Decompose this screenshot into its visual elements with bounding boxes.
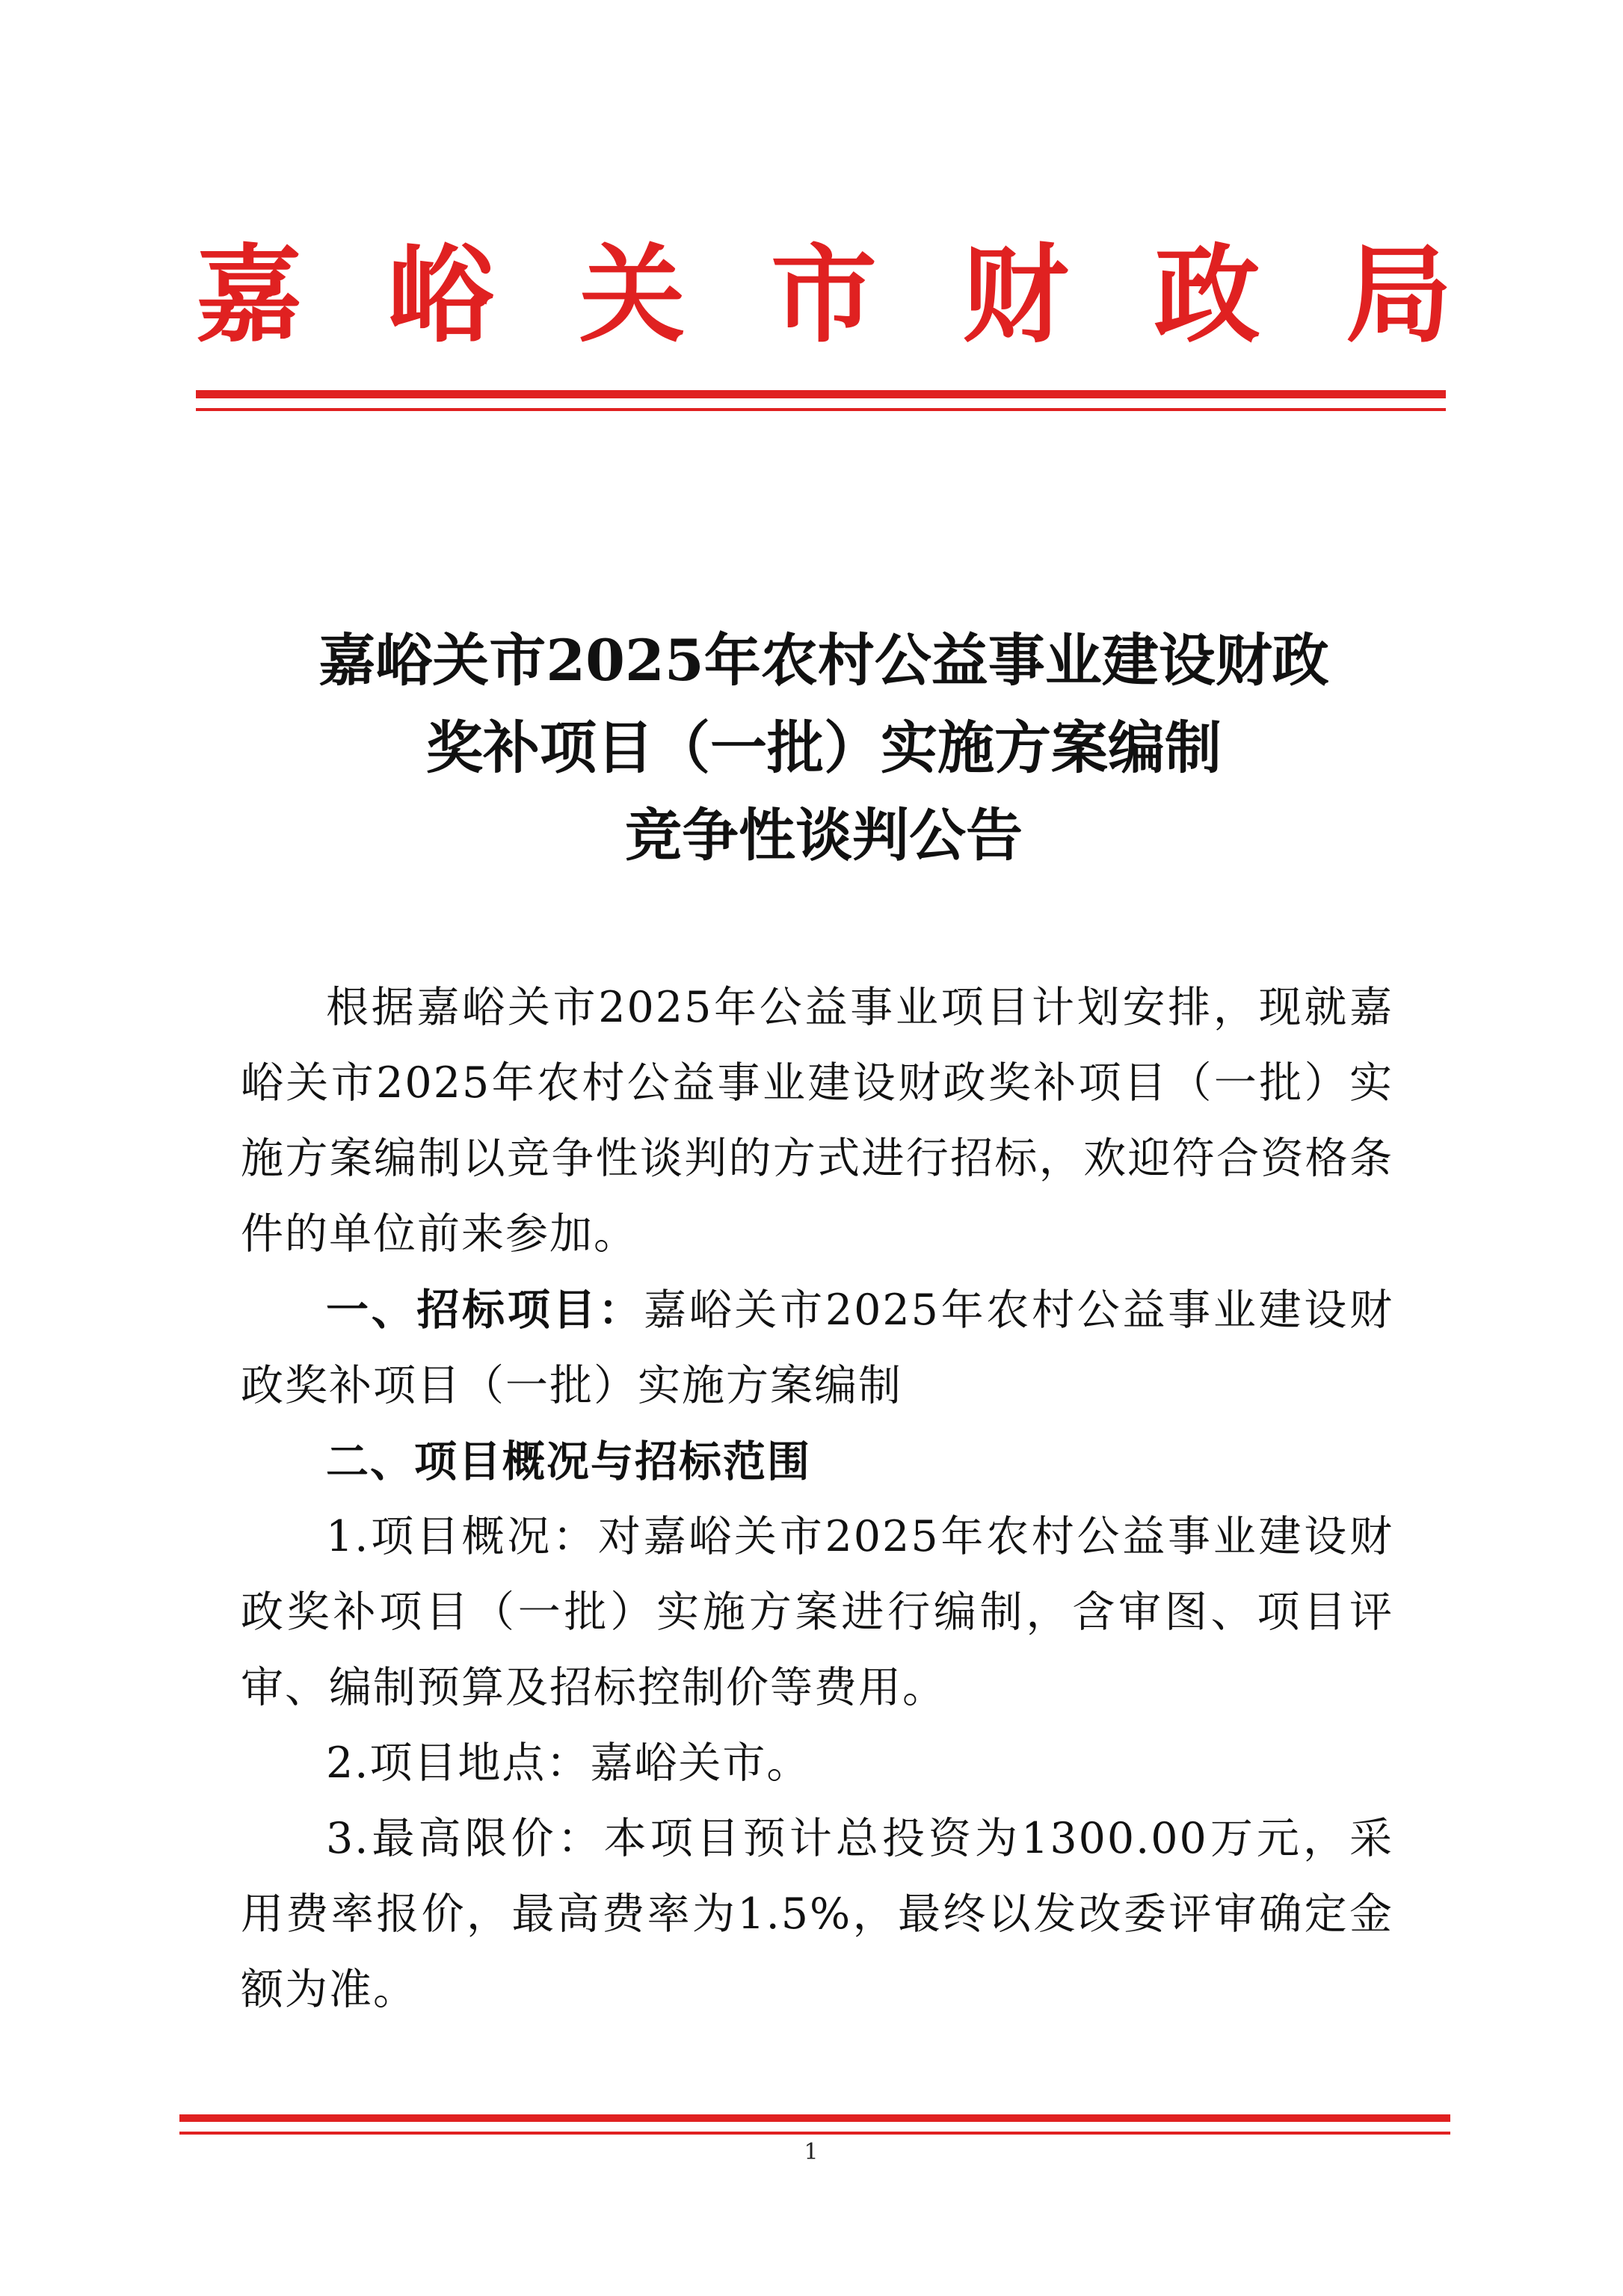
section-2-heading: 二、项目概况与招标范围 xyxy=(326,1436,811,1487)
intro-paragraph: 根据嘉峪关市2025年公益事业项目计划安排，现就嘉峪关市2025年农村公益事业建设财政奖补项目（一批）实施方案编制以竞争性谈判的方式进行招标，欢迎符合资格条件的单位前来参加。 xyxy=(241,983,1393,1259)
letterhead-char: 财 xyxy=(962,233,1069,357)
section-2-item-1: 1.项目概况：对嘉峪关市2025年农村公益事业建设财政奖补项目（一批）实施方案进行编制，含审图、项目评审、编制预算及招标控制价等费用。 xyxy=(241,1512,1393,1712)
letterhead-char: 政 xyxy=(1154,233,1260,357)
letterhead-divider-thin xyxy=(196,408,1446,411)
letterhead-char: 嘉 xyxy=(196,233,302,357)
footer-divider-thick xyxy=(179,2114,1450,2122)
letterhead-char: 市 xyxy=(770,233,877,357)
section-1-heading: 一、招标项目： xyxy=(326,1285,644,1335)
letterhead-char: 关 xyxy=(579,233,686,357)
document-body xyxy=(241,970,1393,2028)
title-line-1: 嘉峪关市2025年农村公益事业建设财政 xyxy=(318,627,1329,694)
page-number: 1 xyxy=(804,2139,819,2165)
letterhead-char: 局 xyxy=(1345,233,1452,357)
letterhead-char: 峪 xyxy=(387,233,494,357)
footer-divider-thin xyxy=(179,2132,1450,2135)
title-line-3: 竞争性谈判公告 xyxy=(625,802,1023,868)
letterhead-divider-thick xyxy=(196,390,1446,398)
letterhead-title xyxy=(196,233,1452,357)
document-title xyxy=(196,617,1452,879)
title-line-2: 奖补项目（一批）实施方案编制 xyxy=(426,715,1222,781)
section-2-item-2: 2.项目地点：嘉峪关市。 xyxy=(326,1738,811,1788)
section-1-text: 嘉峪关市2025年农村公益事业建设财政奖补项目（一批）实施方案编制 xyxy=(241,1286,1394,1410)
section-1-paragraph xyxy=(241,1272,1393,1424)
section-2-item-3: 3.最高限价：本项目预计总投资为1300.00万元，采用费率报价，最高费率为1.5%，最终以发改委评审确定金额为准。 xyxy=(241,1814,1393,2014)
